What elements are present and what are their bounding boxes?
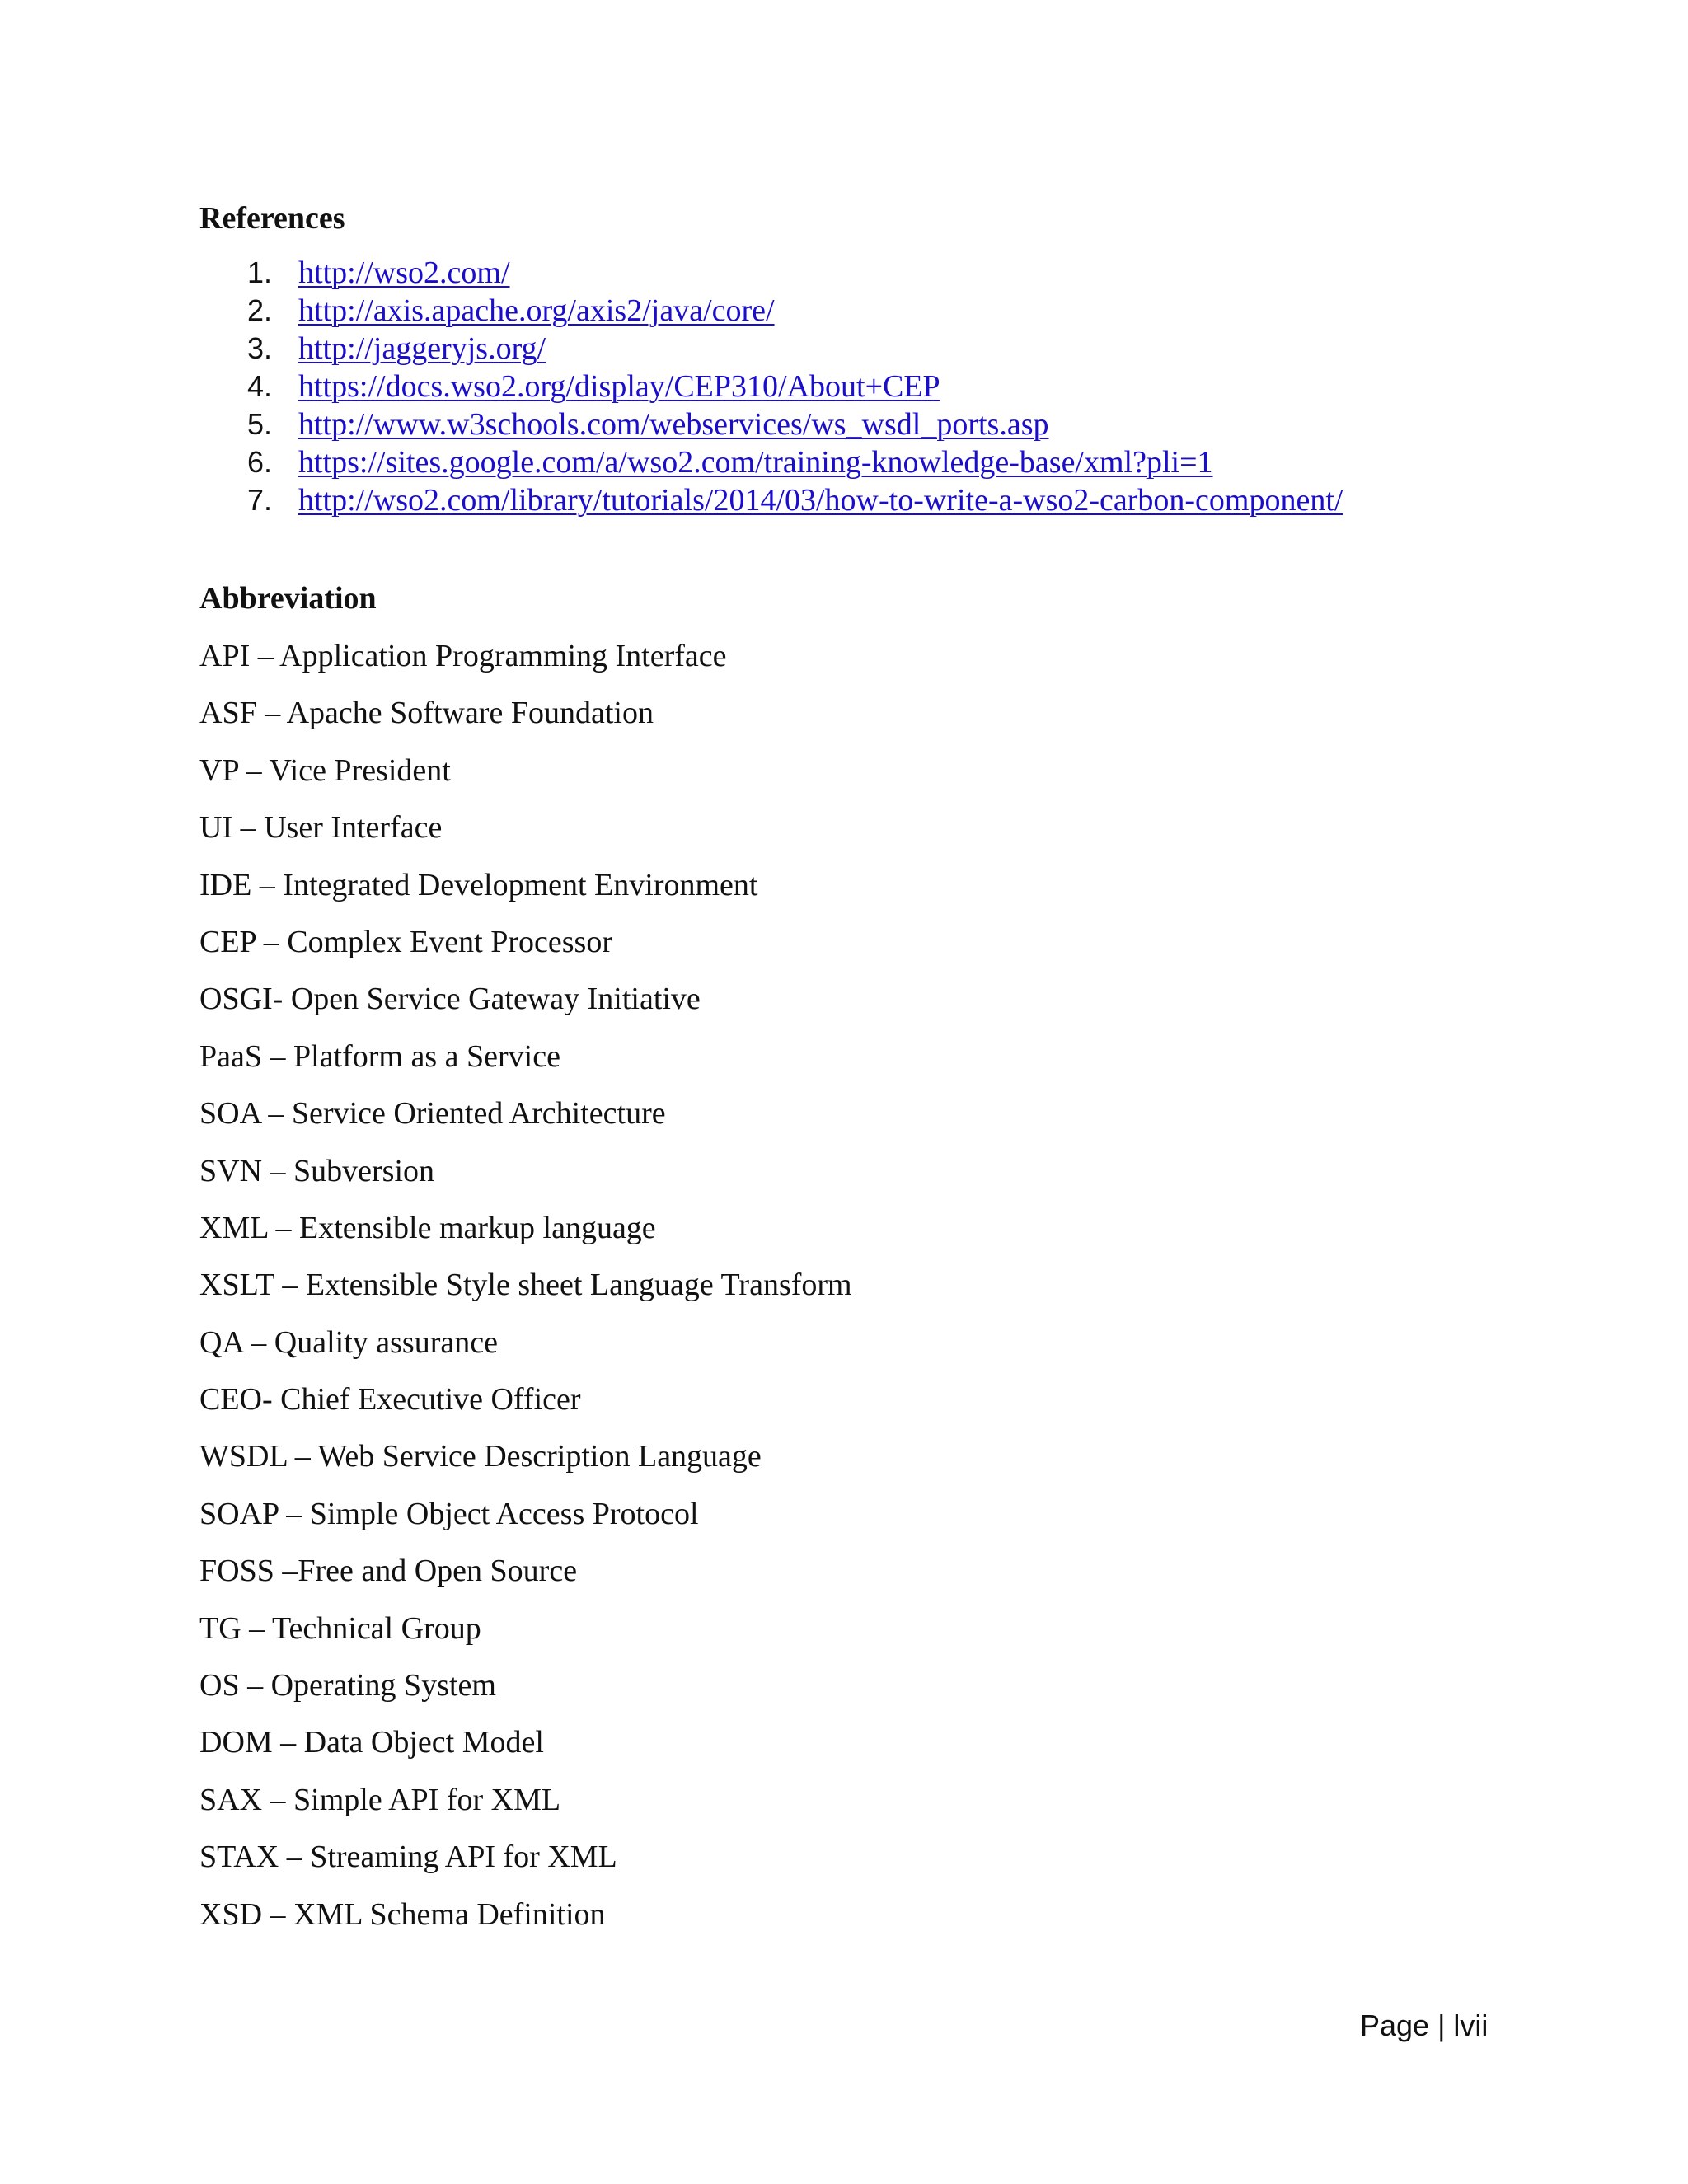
reference-link[interactable]: http://jaggeryjs.org/	[298, 331, 546, 366]
abbreviation-item: XSD – XML Schema Definition	[199, 1896, 606, 1932]
reference-item	[247, 481, 1343, 519]
abbreviation-item: API – Application Programming Interface	[199, 639, 727, 673]
reference-number: 6.	[247, 445, 273, 479]
abbreviation-item: SOAP – Simple Object Access Protocol	[199, 1496, 699, 1531]
abbreviation-item: TG – Technical Group	[199, 1610, 481, 1646]
abbreviation-item: VP – Vice President	[199, 752, 451, 788]
reference-item	[247, 368, 1343, 405]
abbreviation-item: XML – Extensible markup language	[199, 1210, 656, 1245]
reference-number: 2.	[247, 293, 273, 327]
reference-number: 3.	[247, 331, 273, 365]
abbreviation-heading: Abbreviation	[199, 581, 377, 616]
abbreviation-item: WSDL – Web Service Description Language	[199, 1439, 762, 1474]
reference-link[interactable]: https://sites.google.com/a/wso2.com/training-knowledge-base/xml?pli=1	[298, 445, 1213, 480]
reference-link[interactable]: http://axis.apache.org/axis2/java/core/	[298, 293, 775, 328]
reference-link[interactable]: http://wso2.com/library/tutorials/2014/03/how-to-write-a-wso2-carbon-component/	[298, 483, 1343, 518]
reference-item	[247, 405, 1343, 443]
reference-item	[247, 443, 1343, 481]
abbreviation-item: DOM – Data Object Model	[199, 1725, 544, 1760]
reference-number: 7.	[247, 483, 273, 517]
reference-item	[247, 292, 1343, 330]
abbreviation-item: STAX – Streaming API for XML	[199, 1840, 617, 1875]
abbreviation-item: IDE – Integrated Development Environment	[199, 867, 758, 902]
references-list	[247, 254, 1343, 519]
reference-item	[247, 330, 1343, 368]
reference-link[interactable]: http://www.w3schools.com/webservices/ws_wsdl_ports.asp	[298, 407, 1049, 442]
abbreviation-item: PaaS – Platform as a Service	[199, 1038, 560, 1074]
abbreviation-item: SAX – Simple API for XML	[199, 1782, 561, 1817]
abbreviation-item: OSGI- Open Service Gateway Initiative	[199, 982, 701, 1017]
abbreviation-item: FOSS –Free and Open Source	[199, 1554, 578, 1589]
reference-number: 5.	[247, 407, 273, 441]
abbreviation-item: OS – Operating System	[199, 1668, 496, 1704]
abbreviation-item: SOA – Service Oriented Architecture	[199, 1096, 666, 1132]
reference-number: 4.	[247, 369, 273, 403]
reference-link[interactable]: https://docs.wso2.org/display/CEP310/About+CEP	[298, 369, 940, 404]
abbreviation-item: CEP – Complex Event Processor	[199, 924, 612, 959]
abbreviation-item: SVN – Subversion	[199, 1153, 435, 1188]
abbreviation-item: CEO- Chief Executive Officer	[199, 1382, 581, 1418]
references-heading: References	[199, 201, 345, 236]
reference-number: 1.	[247, 255, 273, 289]
abbreviation-item: ASF – Apache Software Foundation	[199, 696, 654, 731]
reference-link[interactable]: http://wso2.com/	[298, 255, 510, 290]
abbreviation-list	[199, 633, 852, 1948]
abbreviation-item: QA – Quality assurance	[199, 1324, 498, 1360]
page-number-footer: Page | lvii	[1360, 2008, 1489, 2042]
abbreviation-item: XSLT – Extensible Style sheet Language Transform	[199, 1268, 852, 1303]
reference-item	[247, 254, 1343, 292]
abbreviation-item: UI – User Interface	[199, 810, 443, 846]
